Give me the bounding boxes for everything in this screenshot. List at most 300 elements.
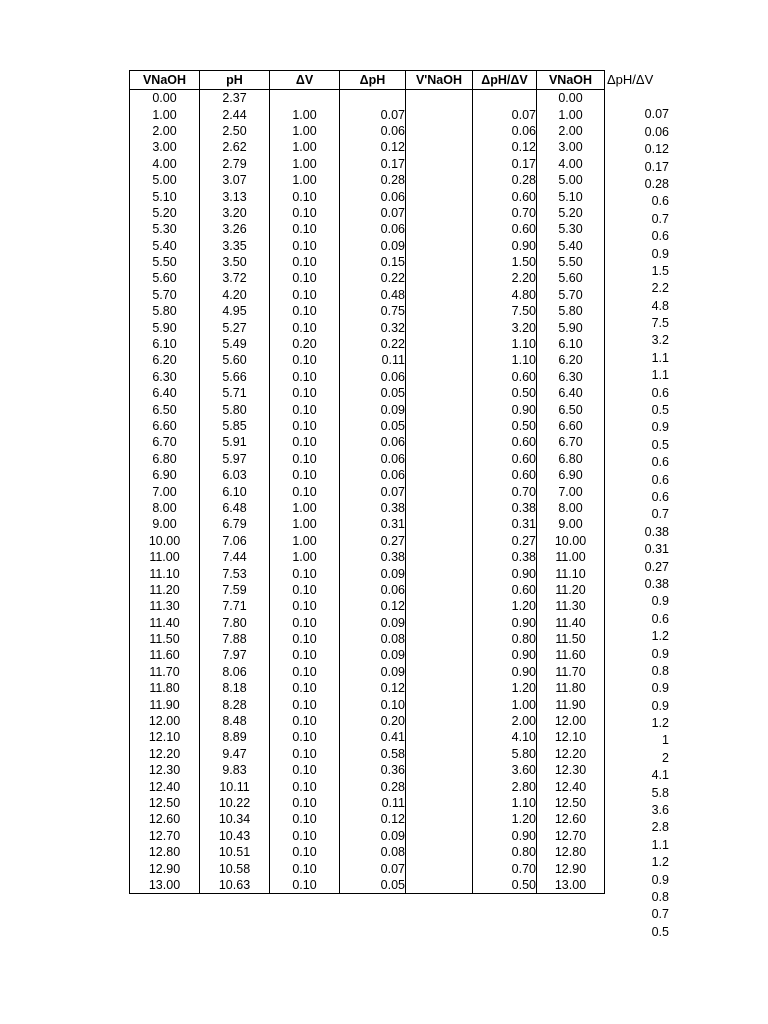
table-row: [130, 582, 605, 598]
cell-vnaoh: 6.70: [130, 434, 200, 450]
cell-delta-v: 0.10: [270, 352, 340, 368]
cell-delta-ph: 0.28: [340, 778, 406, 794]
cell-vnaoh-2: 12.50: [537, 795, 605, 811]
cell-delta-ph: 0.05: [340, 385, 406, 401]
cell-vnaoh-2: 8.00: [537, 500, 605, 516]
extra-cell-dph-dv: 0.06: [644, 124, 669, 139]
extra-cell-dph-dv: 1: [662, 733, 669, 748]
table-row: [130, 418, 605, 434]
cell-vnaoh: 6.10: [130, 336, 200, 352]
cell-delta-v: 0.10: [270, 418, 340, 434]
cell-delta-ph: 0.06: [340, 467, 406, 483]
cell-dph-dv: 0.60: [473, 451, 537, 467]
cell-v-prime-naoh: [406, 500, 473, 516]
cell-vnaoh: 13.00: [130, 877, 200, 894]
cell-delta-v: 0.10: [270, 811, 340, 827]
cell-delta-ph: 0.11: [340, 352, 406, 368]
cell-vnaoh: 12.90: [130, 860, 200, 876]
cell-dph-dv: 1.00: [473, 696, 537, 712]
cell-delta-v: 0.10: [270, 762, 340, 778]
cell-v-prime-naoh: [406, 582, 473, 598]
cell-dph-dv: 0.60: [473, 188, 537, 204]
table-row: [130, 696, 605, 712]
table-row: [130, 123, 605, 139]
cell-dph-dv: 0.90: [473, 664, 537, 680]
extra-cell-dph-dv: 1.1: [651, 368, 669, 383]
cell-v-prime-naoh: [406, 188, 473, 204]
table-row: [130, 106, 605, 122]
cell-ph: 10.34: [200, 811, 270, 827]
cell-delta-ph: 0.06: [340, 451, 406, 467]
cell-delta-v: [270, 90, 340, 107]
table-row: [130, 401, 605, 417]
table-row: [130, 631, 605, 647]
cell-delta-ph: 0.09: [340, 238, 406, 254]
cell-v-prime-naoh: [406, 696, 473, 712]
cell-delta-v: 0.10: [270, 483, 340, 499]
cell-vnaoh-2: 10.00: [537, 533, 605, 549]
cell-vnaoh-2: 6.20: [537, 352, 605, 368]
cell-vnaoh-2: 12.70: [537, 828, 605, 844]
titration-table: [129, 70, 605, 894]
cell-v-prime-naoh: [406, 205, 473, 221]
cell-dph-dv: 0.38: [473, 500, 537, 516]
cell-dph-dv: 0.60: [473, 582, 537, 598]
cell-dph-dv: 0.38: [473, 549, 537, 565]
cell-delta-v: 0.10: [270, 877, 340, 894]
cell-v-prime-naoh: [406, 565, 473, 581]
cell-ph: 3.35: [200, 238, 270, 254]
cell-delta-v: 0.10: [270, 647, 340, 663]
cell-vnaoh-2: 0.00: [537, 90, 605, 107]
extra-cell-dph-dv: 0.9: [651, 872, 669, 887]
cell-v-prime-naoh: [406, 631, 473, 647]
cell-delta-ph: 0.05: [340, 418, 406, 434]
cell-ph: 5.85: [200, 418, 270, 434]
cell-v-prime-naoh: [406, 467, 473, 483]
cell-ph: 10.51: [200, 844, 270, 860]
cell-vnaoh: 6.80: [130, 451, 200, 467]
cell-vnaoh: 0.00: [130, 90, 200, 107]
cell-vnaoh: 9.00: [130, 516, 200, 532]
cell-dph-dv: 0.90: [473, 615, 537, 631]
cell-dph-dv: 0.90: [473, 401, 537, 417]
cell-vnaoh: 11.60: [130, 647, 200, 663]
cell-dph-dv: 1.20: [473, 811, 537, 827]
cell-dph-dv: 1.10: [473, 795, 537, 811]
cell-delta-ph: 0.09: [340, 664, 406, 680]
table-row: [130, 188, 605, 204]
table-row: [130, 156, 605, 172]
cell-vnaoh-2: 9.00: [537, 516, 605, 532]
extra-cell-dph-dv: 0.31: [644, 542, 669, 557]
extra-cell-dph-dv: 4.1: [651, 768, 669, 783]
cell-delta-ph: 0.15: [340, 254, 406, 270]
cell-dph-dv: 0.70: [473, 205, 537, 221]
table-row: [130, 500, 605, 516]
cell-vnaoh: 11.00: [130, 549, 200, 565]
cell-vnaoh: 11.70: [130, 664, 200, 680]
cell-vnaoh: 12.80: [130, 844, 200, 860]
cell-v-prime-naoh: [406, 483, 473, 499]
cell-delta-v: 0.10: [270, 844, 340, 860]
table-body: [130, 90, 605, 894]
cell-v-prime-naoh: [406, 533, 473, 549]
cell-delta-v: 0.10: [270, 565, 340, 581]
cell-v-prime-naoh: [406, 319, 473, 335]
table-row: [130, 795, 605, 811]
cell-dph-dv: 1.50: [473, 254, 537, 270]
cell-delta-v: 0.10: [270, 582, 340, 598]
extra-cell-dph-dv: [605, 89, 669, 106]
cell-delta-v: 1.00: [270, 106, 340, 122]
table-row: [130, 729, 605, 745]
cell-vnaoh-2: 5.30: [537, 221, 605, 237]
table-row: [130, 877, 605, 894]
cell-vnaoh: 5.50: [130, 254, 200, 270]
cell-ph: 9.83: [200, 762, 270, 778]
cell-dph-dv: 7.50: [473, 303, 537, 319]
cell-v-prime-naoh: [406, 221, 473, 237]
header-delta-v: ΔV: [270, 71, 340, 90]
extra-cell-dph-dv: 0.5: [651, 403, 669, 418]
cell-vnaoh-2: 11.70: [537, 664, 605, 680]
cell-delta-ph: 0.36: [340, 762, 406, 778]
cell-dph-dv: 1.10: [473, 352, 537, 368]
cell-dph-dv: 0.31: [473, 516, 537, 532]
cell-vnaoh-2: 5.80: [537, 303, 605, 319]
extra-cell-dph-dv: 1.1: [651, 837, 669, 852]
cell-delta-v: 0.20: [270, 336, 340, 352]
extra-cell-dph-dv: 4.8: [651, 298, 669, 313]
cell-delta-v: 0.10: [270, 746, 340, 762]
extra-cell-dph-dv: 0.9: [651, 698, 669, 713]
cell-vnaoh: 6.40: [130, 385, 200, 401]
extra-cell-dph-dv: 0.6: [651, 455, 669, 470]
cell-v-prime-naoh: [406, 795, 473, 811]
cell-delta-ph: 0.48: [340, 287, 406, 303]
cell-vnaoh-2: 12.00: [537, 713, 605, 729]
cell-vnaoh: 5.00: [130, 172, 200, 188]
extra-cell-dph-dv: 0.9: [651, 246, 669, 261]
cell-v-prime-naoh: [406, 860, 473, 876]
table-row: [130, 746, 605, 762]
cell-ph: 8.48: [200, 713, 270, 729]
cell-ph: 5.60: [200, 352, 270, 368]
cell-vnaoh-2: 6.80: [537, 451, 605, 467]
cell-delta-v: 0.10: [270, 254, 340, 270]
table-row: [130, 615, 605, 631]
table-row: [130, 844, 605, 860]
cell-dph-dv: 2.00: [473, 713, 537, 729]
cell-delta-v: 1.00: [270, 123, 340, 139]
cell-dph-dv: 0.12: [473, 139, 537, 155]
cell-vnaoh: 5.80: [130, 303, 200, 319]
extra-cell-dph-dv: 0.7: [651, 507, 669, 522]
cell-delta-v: 0.10: [270, 664, 340, 680]
cell-delta-ph: 0.07: [340, 205, 406, 221]
cell-v-prime-naoh: [406, 418, 473, 434]
cell-v-prime-naoh: [406, 680, 473, 696]
cell-vnaoh: 12.50: [130, 795, 200, 811]
cell-v-prime-naoh: [406, 139, 473, 155]
cell-vnaoh-2: 6.40: [537, 385, 605, 401]
cell-delta-v: 1.00: [270, 156, 340, 172]
cell-ph: 9.47: [200, 746, 270, 762]
header-dph-dv: ΔpH/ΔV: [473, 71, 537, 90]
cell-vnaoh: 5.30: [130, 221, 200, 237]
table-row: [130, 369, 605, 385]
cell-delta-v: 0.10: [270, 238, 340, 254]
cell-v-prime-naoh: [406, 713, 473, 729]
cell-dph-dv: 4.10: [473, 729, 537, 745]
cell-v-prime-naoh: [406, 729, 473, 745]
cell-delta-ph: 0.27: [340, 533, 406, 549]
titration-table-container: [129, 70, 605, 894]
cell-delta-v: 0.10: [270, 434, 340, 450]
cell-vnaoh-2: 11.40: [537, 615, 605, 631]
cell-dph-dv: 0.80: [473, 631, 537, 647]
cell-ph: 8.06: [200, 664, 270, 680]
cell-dph-dv: 0.06: [473, 123, 537, 139]
extra-cell-dph-dv: 3.6: [651, 803, 669, 818]
cell-delta-ph: 0.10: [340, 696, 406, 712]
table-row: [130, 385, 605, 401]
cell-vnaoh: 4.00: [130, 156, 200, 172]
cell-delta-ph: [340, 90, 406, 107]
cell-dph-dv: 0.07: [473, 106, 537, 122]
cell-v-prime-naoh: [406, 238, 473, 254]
cell-ph: 7.80: [200, 615, 270, 631]
cell-vnaoh-2: 5.90: [537, 319, 605, 335]
cell-vnaoh-2: 12.90: [537, 860, 605, 876]
cell-ph: 4.20: [200, 287, 270, 303]
cell-ph: 6.48: [200, 500, 270, 516]
cell-v-prime-naoh: [406, 598, 473, 614]
cell-vnaoh-2: 5.70: [537, 287, 605, 303]
cell-delta-ph: 0.17: [340, 156, 406, 172]
extra-cell-dph-dv: 1.5: [651, 263, 669, 278]
extra-cell-dph-dv: 1.2: [651, 629, 669, 644]
table-row: [130, 139, 605, 155]
cell-delta-ph: 0.12: [340, 680, 406, 696]
cell-vnaoh: 11.50: [130, 631, 200, 647]
table-row: [130, 647, 605, 663]
cell-vnaoh-2: 11.90: [537, 696, 605, 712]
cell-v-prime-naoh: [406, 762, 473, 778]
table-row: [130, 811, 605, 827]
cell-ph: 5.27: [200, 319, 270, 335]
cell-v-prime-naoh: [406, 90, 473, 107]
cell-delta-v: 0.10: [270, 778, 340, 794]
cell-delta-v: 0.10: [270, 615, 340, 631]
cell-dph-dv: 0.60: [473, 369, 537, 385]
cell-vnaoh: 5.60: [130, 270, 200, 286]
extra-cell-dph-dv: 2: [662, 750, 669, 765]
cell-ph: 2.44: [200, 106, 270, 122]
cell-ph: 6.03: [200, 467, 270, 483]
cell-delta-ph: 0.38: [340, 500, 406, 516]
cell-delta-v: 0.10: [270, 369, 340, 385]
cell-vnaoh-2: 6.30: [537, 369, 605, 385]
cell-v-prime-naoh: [406, 828, 473, 844]
cell-delta-ph: 0.07: [340, 483, 406, 499]
cell-delta-v: 0.10: [270, 631, 340, 647]
cell-vnaoh: 6.60: [130, 418, 200, 434]
cell-vnaoh-2: 5.10: [537, 188, 605, 204]
extra-cell-dph-dv: 0.5: [651, 437, 669, 452]
cell-vnaoh: 6.50: [130, 401, 200, 417]
cell-delta-ph: 0.05: [340, 877, 406, 894]
cell-delta-v: 0.10: [270, 828, 340, 844]
cell-delta-v: 0.10: [270, 287, 340, 303]
cell-ph: 5.80: [200, 401, 270, 417]
cell-vnaoh-2: 2.00: [537, 123, 605, 139]
cell-delta-ph: 0.06: [340, 188, 406, 204]
cell-vnaoh-2: 12.80: [537, 844, 605, 860]
table-row: [130, 172, 605, 188]
cell-delta-ph: 0.07: [340, 860, 406, 876]
cell-ph: 10.22: [200, 795, 270, 811]
table-row: [130, 533, 605, 549]
cell-vnaoh: 12.40: [130, 778, 200, 794]
extra-cell-dph-dv: 5.8: [651, 785, 669, 800]
table-row: [130, 762, 605, 778]
extra-cell-dph-dv: 0.6: [651, 194, 669, 209]
cell-vnaoh: 1.00: [130, 106, 200, 122]
cell-delta-ph: 0.06: [340, 221, 406, 237]
table-row: [130, 713, 605, 729]
cell-delta-ph: 0.06: [340, 123, 406, 139]
extra-cell-dph-dv: 0.9: [651, 594, 669, 609]
cell-delta-ph: 0.06: [340, 434, 406, 450]
extra-cell-dph-dv: 0.6: [651, 489, 669, 504]
cell-delta-ph: 0.08: [340, 844, 406, 860]
cell-vnaoh: 6.20: [130, 352, 200, 368]
cell-dph-dv: [473, 90, 537, 107]
cell-vnaoh-2: 11.20: [537, 582, 605, 598]
cell-dph-dv: 0.17: [473, 156, 537, 172]
cell-vnaoh-2: 12.60: [537, 811, 605, 827]
cell-vnaoh-2: 3.00: [537, 139, 605, 155]
cell-dph-dv: 0.50: [473, 877, 537, 894]
cell-ph: 2.50: [200, 123, 270, 139]
cell-vnaoh: 5.20: [130, 205, 200, 221]
cell-delta-v: 0.10: [270, 303, 340, 319]
cell-delta-v: 0.10: [270, 598, 340, 614]
cell-v-prime-naoh: [406, 369, 473, 385]
extra-cell-dph-dv: 7.5: [651, 316, 669, 331]
table-row: [130, 483, 605, 499]
cell-delta-ph: 0.09: [340, 647, 406, 663]
table-row: [130, 778, 605, 794]
cell-dph-dv: 0.90: [473, 647, 537, 663]
cell-ph: 5.91: [200, 434, 270, 450]
cell-vnaoh-2: 6.50: [537, 401, 605, 417]
cell-vnaoh-2: 6.60: [537, 418, 605, 434]
extra-cell-dph-dv: 0.12: [644, 142, 669, 157]
cell-delta-ph: 0.09: [340, 828, 406, 844]
extra-cell-dph-dv: 1.1: [651, 350, 669, 365]
cell-delta-ph: 0.38: [340, 549, 406, 565]
table-row: [130, 565, 605, 581]
table-row: [130, 467, 605, 483]
cell-ph: 5.49: [200, 336, 270, 352]
cell-v-prime-naoh: [406, 336, 473, 352]
cell-v-prime-naoh: [406, 254, 473, 270]
table-row: [130, 352, 605, 368]
cell-delta-ph: 0.22: [340, 270, 406, 286]
cell-vnaoh: 12.70: [130, 828, 200, 844]
cell-delta-v: 0.10: [270, 451, 340, 467]
cell-vnaoh-2: 5.20: [537, 205, 605, 221]
extra-cell-dph-dv: 0.8: [651, 889, 669, 904]
cell-vnaoh: 11.90: [130, 696, 200, 712]
cell-v-prime-naoh: [406, 778, 473, 794]
cell-vnaoh-2: 5.50: [537, 254, 605, 270]
extra-cell-dph-dv: 3.2: [651, 333, 669, 348]
table-row: [130, 680, 605, 696]
table-row: [130, 451, 605, 467]
cell-delta-v: 0.10: [270, 467, 340, 483]
cell-vnaoh: 11.10: [130, 565, 200, 581]
cell-ph: 2.62: [200, 139, 270, 155]
cell-vnaoh: 8.00: [130, 500, 200, 516]
extra-cell-dph-dv: 2.8: [651, 820, 669, 835]
cell-vnaoh-2: 1.00: [537, 106, 605, 122]
cell-dph-dv: 0.90: [473, 565, 537, 581]
cell-delta-ph: 0.12: [340, 139, 406, 155]
cell-ph: 7.44: [200, 549, 270, 565]
cell-dph-dv: 1.20: [473, 598, 537, 614]
extra-cell-dph-dv: 0.07: [644, 107, 669, 122]
extra-cell-dph-dv: 0.9: [651, 681, 669, 696]
cell-delta-v: 0.10: [270, 205, 340, 221]
extra-cell-dph-dv: 0.6: [651, 385, 669, 400]
cell-dph-dv: 3.60: [473, 762, 537, 778]
cell-vnaoh: 5.90: [130, 319, 200, 335]
extra-cell-dph-dv: 0.7: [651, 211, 669, 226]
header-v-prime-naoh: V'NaOH: [406, 71, 473, 90]
cell-ph: 8.18: [200, 680, 270, 696]
cell-ph: 5.97: [200, 451, 270, 467]
cell-vnaoh-2: 11.10: [537, 565, 605, 581]
table-row: [130, 287, 605, 303]
cell-v-prime-naoh: [406, 434, 473, 450]
cell-delta-ph: 0.09: [340, 565, 406, 581]
cell-v-prime-naoh: [406, 385, 473, 401]
table-row: [130, 238, 605, 254]
cell-v-prime-naoh: [406, 106, 473, 122]
cell-vnaoh: 6.30: [130, 369, 200, 385]
cell-ph: 7.97: [200, 647, 270, 663]
cell-dph-dv: 0.90: [473, 238, 537, 254]
cell-ph: 3.50: [200, 254, 270, 270]
cell-ph: 7.71: [200, 598, 270, 614]
cell-vnaoh: 5.70: [130, 287, 200, 303]
cell-delta-v: 1.00: [270, 500, 340, 516]
cell-delta-ph: 0.32: [340, 319, 406, 335]
cell-ph: 4.95: [200, 303, 270, 319]
cell-dph-dv: 2.20: [473, 270, 537, 286]
cell-delta-ph: 0.12: [340, 598, 406, 614]
cell-vnaoh: 10.00: [130, 533, 200, 549]
cell-delta-v: 0.10: [270, 795, 340, 811]
table-row: [130, 598, 605, 614]
cell-delta-v: 0.10: [270, 319, 340, 335]
cell-ph: 5.71: [200, 385, 270, 401]
header-ph: pH: [200, 71, 270, 90]
